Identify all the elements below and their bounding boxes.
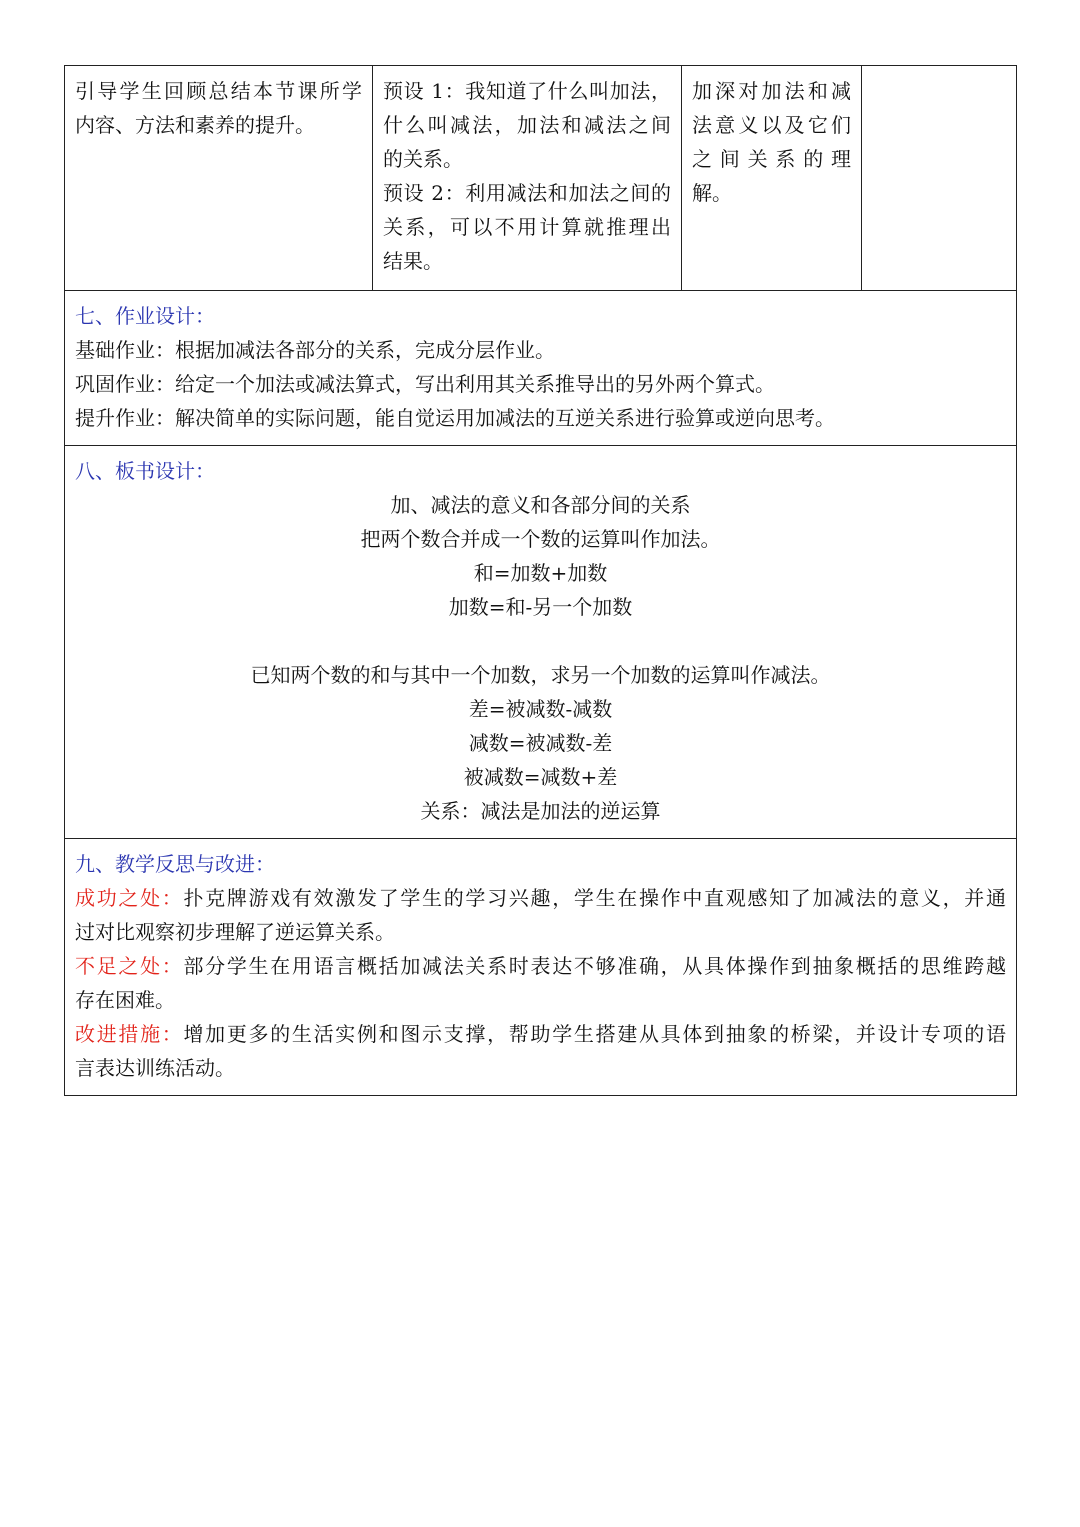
student-activity-line: 预设 2：利用减法和加法之间的 [383, 181, 671, 205]
student-activity-line: 结果。 [383, 249, 443, 273]
student-activity-line: 关系，可以不用计算就推理出 [383, 215, 671, 239]
design-intent-line: 解。 [692, 181, 732, 205]
improve-label: 改进措施： [75, 1022, 184, 1046]
homework-row [65, 291, 1017, 446]
improve-line [75, 1017, 1006, 1051]
success-text-cont: 过对比观察初步理解了逆运算关系。 [75, 920, 395, 944]
addition-definition: 把两个数合并成一个数的运算叫作加法。 [360, 527, 721, 551]
homework-title: 七、作业设计： [75, 304, 215, 328]
design-intent-line: 法意义以及它们 [692, 113, 851, 137]
shortfall-line [75, 949, 1006, 983]
teacher-activity-line: 引导学生回顾总结本节课所学 [75, 79, 362, 103]
design-intent-cell [682, 66, 862, 291]
board-heading: 加、减法的意义和各部分间的关系 [390, 493, 691, 517]
addition-formula: 和=加数+加数 [473, 561, 608, 585]
student-activity-line: 什么叫减法，加法和减法之间 [383, 113, 671, 137]
board-content [75, 488, 1006, 828]
homework-item-advanced: 提升作业：解决简单的实际问题，能自觉运用加减法的互逆关系进行验算或逆向思考。 [75, 406, 835, 430]
lesson-plan-page [64, 65, 1016, 1096]
shortfall-text: 部分学生在用语言概括加减法关系时表达不够准确，从具体操作到抽象概括的思维跨越 [183, 954, 1007, 978]
student-activity-line: 预设 1：我知道了什么叫加法， [383, 79, 671, 103]
subtraction-definition: 已知两个数的和与其中一个加数，求另一个加数的运算叫作减法。 [250, 663, 831, 687]
success-label: 成功之处： [75, 886, 184, 910]
subtraction-formula: 被减数=减数+差 [463, 765, 618, 789]
subtraction-formula: 差=被减数-减数 [468, 697, 613, 721]
success-line [75, 881, 1006, 915]
board-cell [65, 446, 1017, 839]
lesson-plan-table [64, 65, 1017, 1096]
improve-text: 增加更多的生活实例和图示支撑，帮助学生搭建从具体到抽象的桥梁，并设计专项的语 [183, 1022, 1007, 1046]
homework-item-consolidate: 巩固作业：给定一个加法或减法算式，写出利用其关系推导出的另外两个算式。 [75, 372, 775, 396]
addition-formula: 加数=和-另一个加数 [448, 595, 633, 619]
shortfall-text-cont: 存在困难。 [75, 988, 175, 1012]
design-intent-line: 之间关系的理 [692, 147, 851, 171]
board-title: 八、板书设计： [75, 459, 215, 483]
teacher-activity-cell [65, 66, 373, 291]
shortfall-label: 不足之处： [75, 954, 184, 978]
homework-cell [65, 291, 1017, 446]
reflection-cell [65, 839, 1017, 1096]
board-row [65, 446, 1017, 839]
reflection-row [65, 839, 1017, 1096]
summary-row [65, 66, 1017, 291]
success-text: 扑克牌游戏有效激发了学生的学习兴趣，学生在操作中直观感知了加减法的意义，并通 [183, 886, 1007, 910]
reflection-title: 九、教学反思与改进： [75, 852, 275, 876]
teacher-activity-line: 内容、方法和素养的提升。 [75, 113, 315, 137]
design-intent-line: 加深对加法和减 [692, 79, 851, 103]
relation-statement: 关系：减法是加法的逆运算 [420, 799, 661, 823]
empty-cell [862, 66, 1017, 291]
student-activity-cell [373, 66, 682, 291]
improve-text-cont: 言表达训练活动。 [75, 1056, 235, 1080]
student-activity-line: 的关系。 [383, 147, 463, 171]
subtraction-formula: 减数=被减数-差 [468, 731, 613, 755]
board-spacer [75, 624, 1006, 658]
homework-item-basic: 基础作业：根据加减法各部分的关系，完成分层作业。 [75, 338, 555, 362]
